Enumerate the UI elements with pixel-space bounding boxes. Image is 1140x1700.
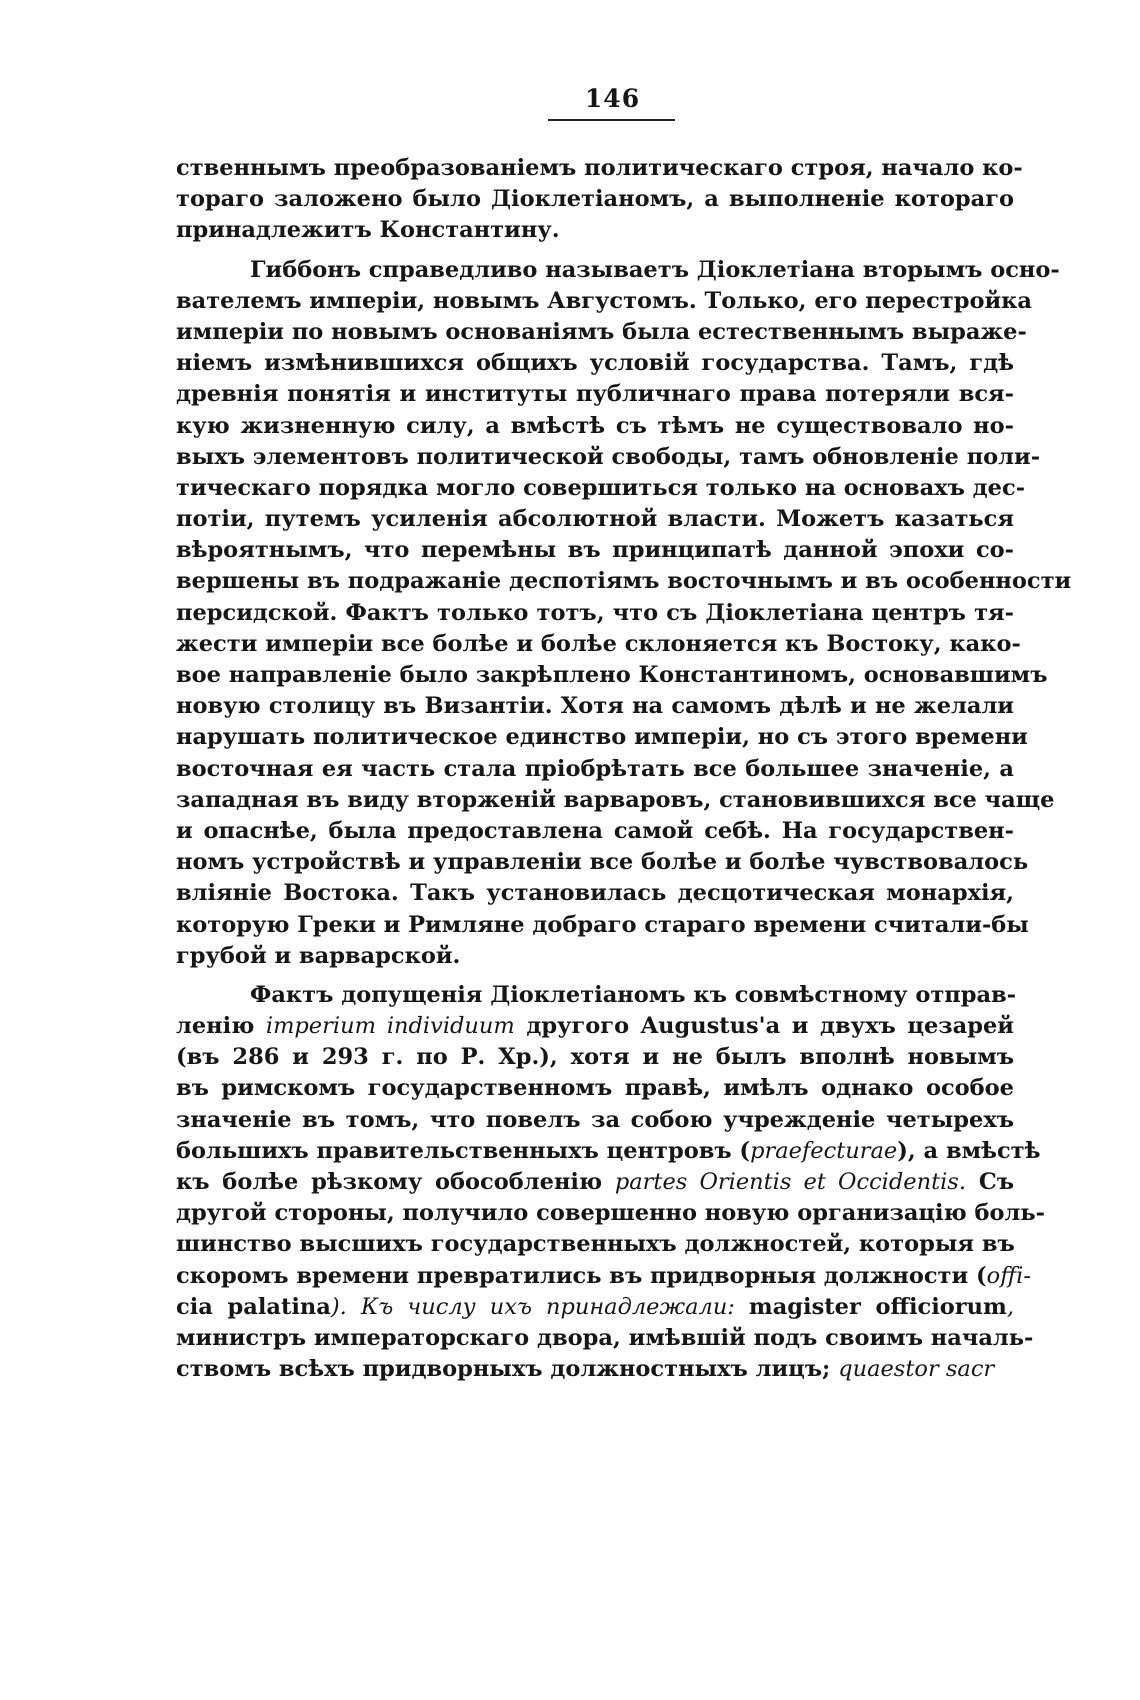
text-run: тическаго порядка могло совершиться только на основахъ дес- (176, 474, 1026, 501)
text-run: вателемъ имперіи, новымъ Августомъ. Только, его перестройка (176, 287, 1032, 314)
text-run: нарушать политическое единство имперіи, но съ этого времени (176, 724, 1028, 751)
text-line (176, 816, 1014, 847)
text-run: magister officiorum (748, 1293, 1007, 1320)
text-run: древнія понятія и институты публичнаго права потеряли вся- (176, 381, 1014, 408)
text-line (176, 1042, 1014, 1073)
text-run: къ болѣе рѣзкому обособленію (176, 1169, 615, 1195)
text-run: грубой и варварской. (176, 942, 461, 969)
text-run: шинство высшихъ государственныхъ должностей, которыя въ (176, 1231, 1015, 1258)
text-line (176, 722, 1028, 753)
text-run: и опаснѣе, была предоставлена самой себѣ. На государствен- (176, 817, 1014, 844)
text-run: другого Augustus'а и двухъ цезарей (514, 1013, 1014, 1040)
text-run: тораго заложено было Діоклетіаномъ, а выполненіе котораго (176, 186, 1014, 213)
text-run: вое направленіе было закрѣплено Константиномъ, основавшимъ (176, 662, 1048, 688)
text-line (176, 317, 1027, 348)
text-line (176, 1073, 1014, 1104)
text-line (176, 535, 1014, 566)
text-line (176, 255, 1060, 286)
text-run: въ римскомъ государственномъ правѣ, имѣлъ однако особое (176, 1075, 1014, 1102)
text-run: имперіи по новымъ основаніямъ была естественнымъ выраже- (176, 318, 1027, 345)
text-run: новую столицу въ Византіи. Хотя на самомъ дѣлѣ и не желали (176, 693, 1014, 720)
text-run: кую жизненную силу, а вмѣстѣ съ тѣмъ не существовало но- (176, 412, 1014, 439)
text-line (176, 215, 1014, 246)
latin-term: ). Къ числу ихъ принадлежали: (330, 1293, 749, 1320)
text-run: жести имперіи все болѣе и болѣе склоняется къ Востоку, како- (176, 630, 1021, 657)
text-line (176, 566, 1072, 597)
latin-term: , (1006, 1293, 1014, 1320)
body-text (176, 153, 1072, 1385)
latin-term: imperium individuum (265, 1013, 515, 1040)
text-run: выхъ элементовъ политической свободы, тамъ обновленіе поли- (176, 443, 1041, 470)
text-line (176, 785, 1055, 816)
text-line (176, 153, 1023, 184)
page-number: 146 (584, 84, 641, 113)
text-run: большихъ правительственныхъ центровъ ( (176, 1137, 751, 1164)
paragraph (176, 153, 1023, 247)
text-run: вліяніе Востока. Такъ установилась десцотическая монархія, (176, 880, 1014, 907)
text-run: ), а вмѣстѣ (897, 1137, 1041, 1164)
text-run: скоромъ времени превратились въ придворныя должности ( (176, 1262, 987, 1289)
text-run: (въ 286 и 293 г. по Р. Хр.), хотя и не былъ вполнѣ новымъ (176, 1044, 1014, 1071)
text-run: Фактъ допущенія Діоклетіаномъ къ совмѣстному отправ- (250, 981, 1017, 1008)
text-run: номъ устройствѣ и управленіи все болѣе и болѣе чувствовалось (176, 849, 1029, 876)
latin-term: partes Orientis et Occidentis. (614, 1169, 967, 1195)
text-run: ленію (176, 1013, 266, 1040)
text-run: западная въ виду вторженій варваровъ, становившихся все чаще (176, 786, 1055, 813)
paragraph (176, 255, 1072, 972)
text-line (176, 629, 1021, 660)
text-line (176, 878, 1014, 909)
text-line (176, 379, 1014, 410)
text-run: которую Греки и Римляне добраго стараго времени считали-бы (176, 911, 1029, 938)
text-line (176, 504, 1014, 535)
text-run: персидской. Фактъ только тотъ, что съ Діоклетіана центръ тя- (176, 599, 1014, 626)
text-line (176, 847, 1029, 878)
text-line (176, 598, 1014, 629)
text-run: другой стороны, получило совершенно новую организацію боль- (176, 1200, 1045, 1227)
text-line (176, 1198, 1045, 1229)
paragraph-gap (176, 972, 1014, 980)
text-line (176, 184, 1014, 215)
text-line (176, 980, 1017, 1011)
text-line (176, 910, 1029, 941)
text-line (176, 1354, 1014, 1385)
text-run: Съ (966, 1169, 1014, 1195)
text-line (176, 1136, 1041, 1167)
text-run: значеніе въ томъ, что повелъ за собою учрежденіе четырехъ (176, 1106, 1014, 1133)
text-line (176, 1229, 1014, 1260)
text-line (176, 286, 1032, 317)
text-run: вѣроятнымъ, что перемѣны въ принципатѣ данной эпохи со- (176, 537, 1014, 564)
text-run: министръ императорскаго двора, имѣвшій подъ своимъ началь- (176, 1324, 1034, 1351)
latin-term: offi- (986, 1262, 1031, 1289)
text-run: ственнымъ преобразованіемъ политическаго строя, начало ко- (176, 155, 1023, 181)
page-number-underline (548, 119, 675, 121)
paragraph-gap (176, 247, 1014, 255)
text-line (176, 1105, 1014, 1136)
text-run: вершены въ подражаніе деспотіямъ восточнымъ и въ особенности (176, 568, 1072, 595)
text-line (176, 411, 1014, 442)
text-line (176, 754, 1014, 785)
text-run: cia palatina (176, 1293, 331, 1320)
text-run: потіи, путемъ усиленія абсолютной власти. Можетъ казаться (176, 506, 1014, 533)
text-line (176, 1167, 1014, 1198)
text-line (176, 941, 1014, 972)
text-run: Гиббонъ справедливо называетъ Діоклетіана вторымъ осно- (250, 256, 1060, 283)
text-line (176, 348, 1014, 379)
text-line (176, 442, 1041, 473)
text-run: восточная ея часть стала пріобрѣтать все большее значеніе, а (176, 755, 1014, 782)
paragraph (176, 980, 1045, 1385)
text-line (176, 1323, 1034, 1354)
latin-term: quaestor sacr (838, 1356, 995, 1383)
text-line (176, 660, 1048, 691)
latin-term: praefecturae (750, 1137, 898, 1164)
text-line (176, 1292, 1014, 1323)
text-line (176, 1261, 1031, 1292)
text-run: ніемъ измѣнившихся общихъ условій государства. Тамъ, гдѣ (176, 350, 1014, 377)
text-run: ствомъ всѣхъ придворныхъ должностныхъ лицъ; (176, 1356, 839, 1383)
text-line (176, 691, 1014, 722)
text-line (176, 1011, 1014, 1042)
text-run: принадлежитъ Константину. (176, 217, 560, 244)
text-line (176, 473, 1026, 504)
